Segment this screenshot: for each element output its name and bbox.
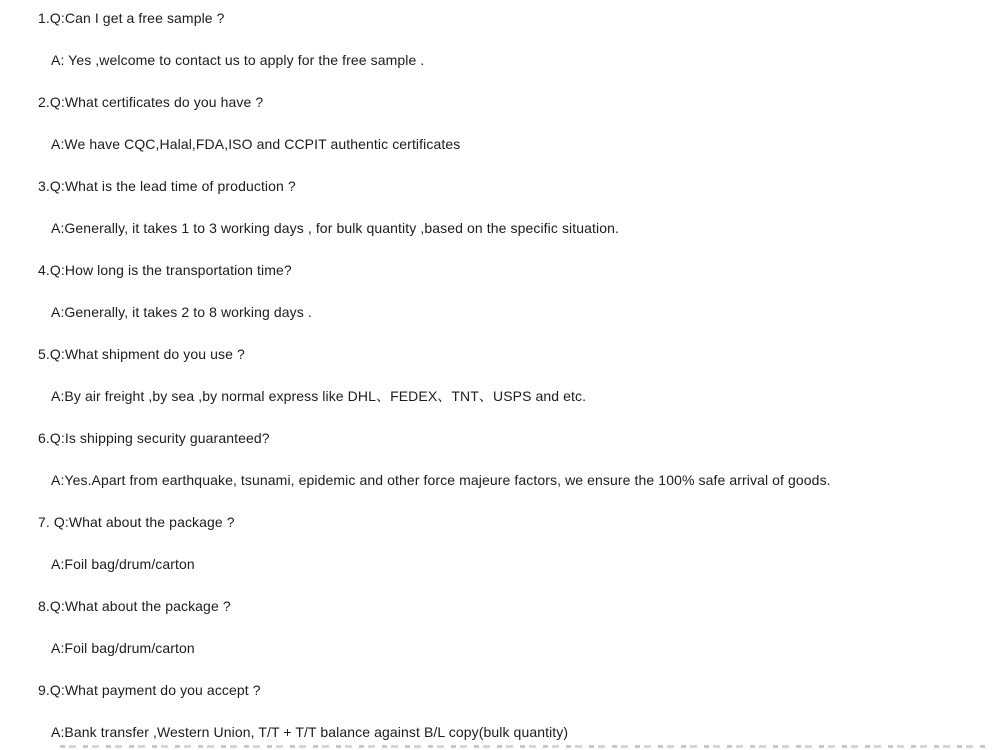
faq-question-7: 7. Q:What about the package ? [38,514,235,530]
faq-question-8: 8.Q:What about the package ? [38,598,231,614]
faq-question-6: 6.Q:Is shipping security guaranteed? [38,430,270,446]
faq-answer-5: A:By air freight ,by sea ,by normal express like DHL、FEDEX、TNT、USPS and etc. [51,388,587,404]
faq-answer-1: A: Yes ,welcome to contact us to apply for the free sample . [51,52,425,68]
faq-answer-4: A:Generally, it takes 2 to 8 working days . [51,304,312,320]
faq-answer-7: A:Foil bag/drum/carton [51,556,195,572]
faq-answer-2: A:We have CQC,Halal,FDA,ISO and CCPIT authentic certificates [51,136,461,152]
faq-answer-3: A:Generally, it takes 1 to 3 working days , for bulk quantity ,based on the specific situation. [51,220,619,236]
faq-answer-9: A:Bank transfer ,Western Union, T/T + T/T balance against B/L copy(bulk quantity) [51,724,569,740]
faq-answer-6: A:Yes.Apart from earthquake, tsunami, epidemic and other force majeure factors, we ensure the 100% safe arrival of goods. [51,472,831,488]
faq-question-4: 4.Q:How long is the transportation time? [38,262,292,278]
faq-question-5: 5.Q:What shipment do you use ? [38,346,245,362]
faq-question-3: 3.Q:What is the lead time of production ? [38,178,296,194]
faq-answer-8: A:Foil bag/drum/carton [51,640,195,656]
faq-question-9: 9.Q:What payment do you accept ? [38,682,261,698]
cut-off-next-line [60,745,986,748]
faq-question-1: 1.Q:Can I get a free sample ? [38,10,225,26]
faq-question-2: 2.Q:What certificates do you have ? [38,94,264,110]
